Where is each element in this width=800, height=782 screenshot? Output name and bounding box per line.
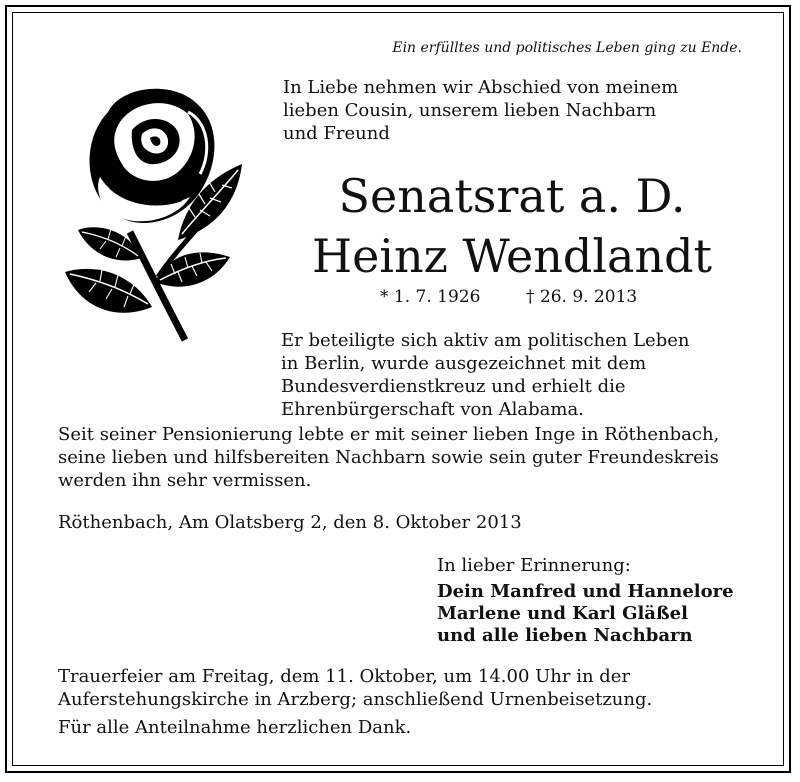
signer-line: Dein Manfred und Hannelore xyxy=(437,581,734,602)
signer-line: Marlene und Karl Gläßel xyxy=(437,603,688,624)
intro-line: lieben Cousin, unserem lieben Nachbarn xyxy=(283,100,657,121)
funeral-line: Trauerfeier am Freitag, dem 11. Oktober, um 14.00 Uhr in der xyxy=(58,666,631,687)
biography-line: Er beteiligte sich aktiv am politischen Leben xyxy=(281,330,690,351)
intro-text xyxy=(283,76,678,145)
retirement-line: Seit seiner Pensionierung lebte er mit seiner lieben Inge in Röthenbach, xyxy=(58,424,720,445)
funeral-line: Auferstehungskirche in Arzberg; anschließend Urnenbeisetzung. xyxy=(58,689,653,710)
deceased-name: Heinz Wendlandt xyxy=(311,229,713,283)
motto: Ein erfülltes und politisches Leben ging zu Ende. xyxy=(392,40,742,56)
death-date: † 26. 9. 2013 xyxy=(526,287,638,307)
retirement-line: werden ihn sehr vermissen. xyxy=(58,470,312,491)
signers xyxy=(437,581,734,647)
memory-label: In lieber Erinnerung: xyxy=(437,555,631,576)
biography-line: in Berlin, wurde ausgezeichnet mit dem xyxy=(281,353,647,374)
intro-line: und Freund xyxy=(283,123,390,144)
biography-line: Ehrenbürgerschaft von Alabama. xyxy=(281,399,584,420)
biography xyxy=(281,329,689,421)
signer-line: und alle lieben Nachbarn xyxy=(437,625,693,646)
deceased-title: Senatsrat a. D. xyxy=(338,169,686,223)
birth-date: * 1. 7. 1926 xyxy=(380,287,481,307)
retirement-line: seine lieben und hilfsbereiten Nachbarn sowie sein guter Freundeskreis xyxy=(58,447,719,468)
intro-line: In Liebe nehmen wir Abschied von meinem xyxy=(283,77,679,98)
rose-icon xyxy=(60,82,246,344)
retirement-text xyxy=(58,423,719,492)
place-date: Röthenbach, Am Olatsberg 2, den 8. Oktober 2013 xyxy=(58,512,522,533)
biography-line: Bundesverdienstkreuz und erhielt die xyxy=(281,376,626,397)
thanks-text: Für alle Anteilnahme herzlichen Dank. xyxy=(58,717,412,738)
funeral-info xyxy=(58,665,652,711)
